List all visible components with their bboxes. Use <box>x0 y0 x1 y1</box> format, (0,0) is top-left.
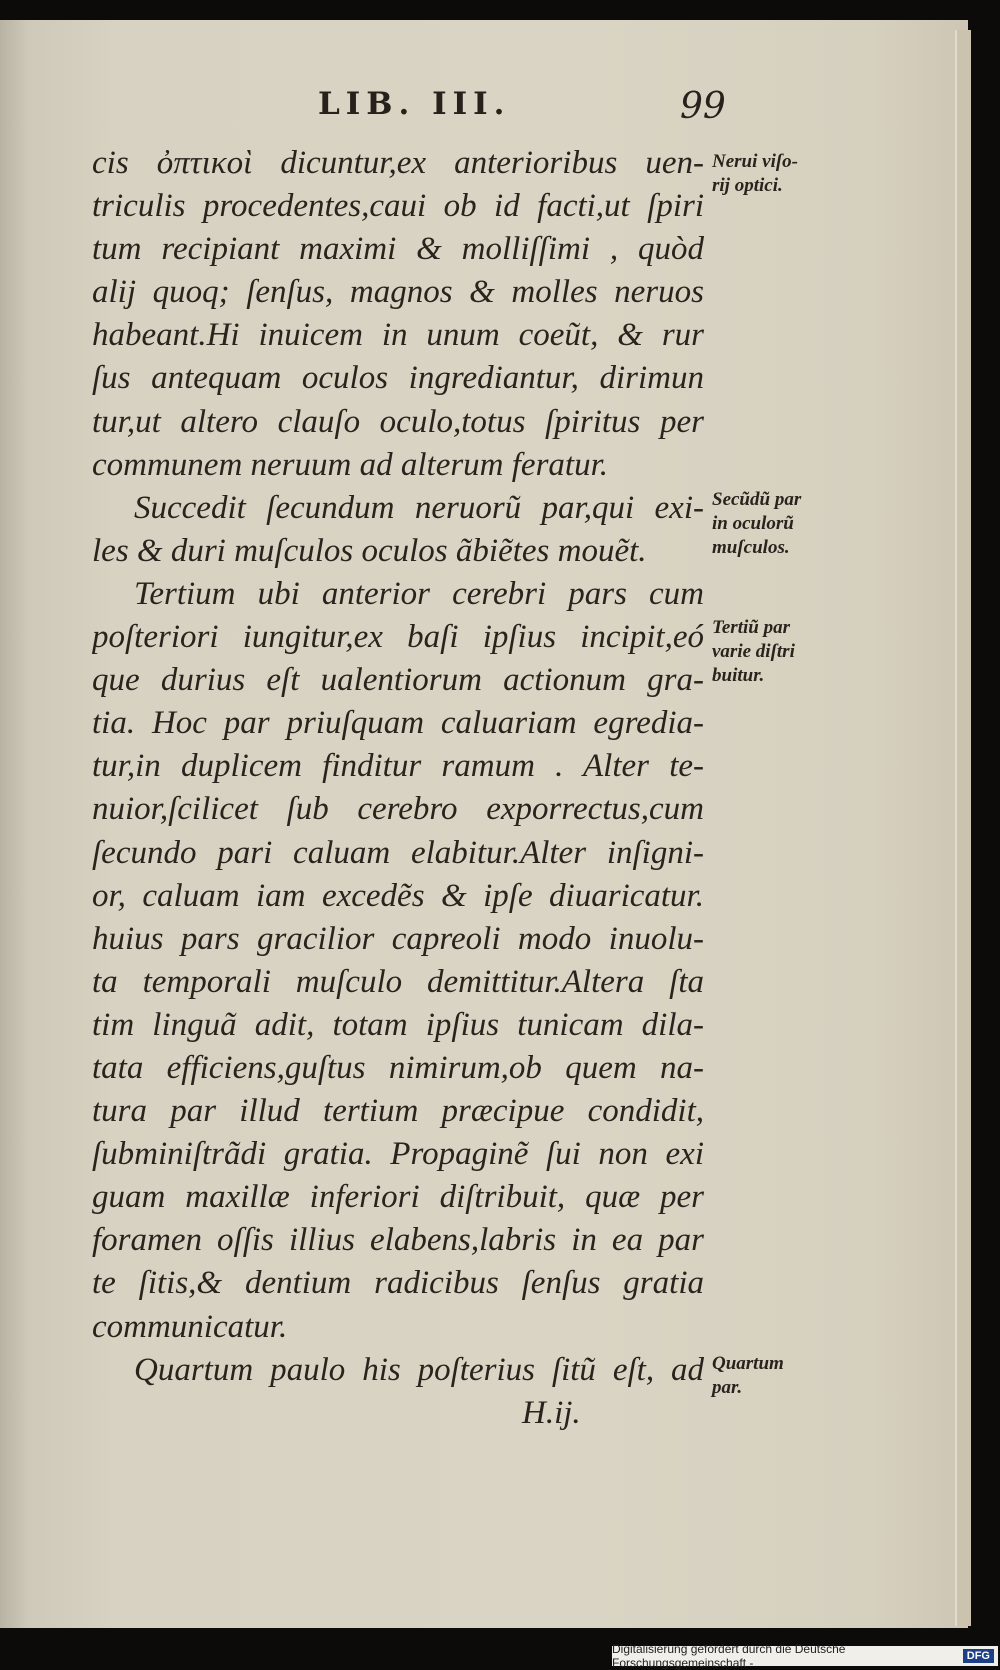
text-line: tia. Hoc par priuſquam caluariam egredia- <box>92 705 704 742</box>
text-line: guam maxillæ inferiori diſtribuit, quæ per <box>92 1179 704 1216</box>
text-line: tura par illud tertium præcipue condidit, <box>92 1093 704 1130</box>
gloss-line: in oculorũ <box>712 513 794 534</box>
running-head: LIB. III. <box>318 86 511 122</box>
text-line: Succedit ſecundum neruorũ par,qui exi- <box>134 489 704 526</box>
marginal-gloss <box>712 488 872 560</box>
gloss-line: muſculos. <box>712 537 790 558</box>
gloss-line: Tertiũ par <box>712 617 790 638</box>
text-line: ſecundo pari caluam elabitur.Alter inſigni- <box>92 834 704 871</box>
text-line: Tertium ubi anterior cerebri pars cum <box>134 575 704 612</box>
text-line: Quartum paulo his poſterius ſitũ eſt, ad <box>134 1351 704 1388</box>
gloss-line: Secũdũ par <box>712 489 802 510</box>
digitization-credit <box>612 1642 998 1670</box>
text-line: que durius eſt ualentiorum actionum gra- <box>92 662 704 699</box>
text-line: habeant.Hi inuicem in unum coeũt, & rur <box>92 317 704 354</box>
text-line: tur,ut altero clauſo oculo,totus ſpiritus per <box>92 403 704 440</box>
text-line: ta temporali muſculo demittitur.Altera ſta <box>92 963 704 1000</box>
gloss-line: varie diſtri <box>712 641 795 662</box>
credit-text: Digitalisierung gefördert durch die Deutsche Forschungsgemeinschaft - <box>612 1642 846 1670</box>
gloss-line: rij optici. <box>712 175 783 196</box>
text-line: communicatur. <box>92 1308 288 1345</box>
text-line: cis ὀπτικοὶ dicuntur,ex anterioribus uen- <box>92 145 704 181</box>
gloss-line: Nerui viſo- <box>712 151 799 172</box>
text-line: nuior,ſcilicet ſub cerebro exporrectus,cum <box>92 791 704 828</box>
text-line: or, caluam iam excedẽs & ipſe diuaricatur. <box>92 877 704 914</box>
page-header <box>0 82 1000 132</box>
text-line: foramen oſſis illius elabens,labris in ea par <box>92 1222 704 1259</box>
text-line: tur,in duplicem finditur ramum . Alter te- <box>92 748 704 785</box>
text-line: ſubminiſtrãdi gratia. Propaginẽ ſui non exi <box>92 1136 704 1173</box>
signature-mark: H.ij. <box>522 1394 581 1431</box>
text-line: huius pars gracilior capreoli modo inuolu- <box>92 920 704 957</box>
text-line: tim linguã adit, totam ipſius tunicam dila- <box>92 1006 704 1043</box>
page-edge <box>955 30 971 1626</box>
text-line: les & duri muſculos oculos ãbiẽtes mouẽt. <box>92 532 647 569</box>
text-line: alij quoq; ſenſus, magnos & molles neruos <box>92 274 704 311</box>
text-line: te ſitis,& dentium radicibus ſenſus gratia <box>92 1265 704 1302</box>
text-line: tata efficiens,guſtus nimirum,ob quem na- <box>92 1049 704 1086</box>
marginal-gloss <box>712 616 872 688</box>
main-text-block <box>92 142 704 1435</box>
text-line: ſus antequam oculos ingrediantur, dirimun <box>92 360 704 397</box>
text-line: communem neruum ad alterum feratur. <box>92 446 609 483</box>
dfg-logo: DFG <box>963 1649 994 1663</box>
marginal-gloss <box>712 150 872 198</box>
text-line: triculis procedentes,caui ob id facti,ut ſpiri <box>92 188 704 225</box>
gloss-line: Quartum <box>712 1353 784 1374</box>
marginal-gloss <box>712 1352 872 1400</box>
text-line: tum recipiant maximi & molliſſimi , quòd <box>92 231 704 268</box>
gloss-line: par. <box>712 1377 743 1398</box>
gloss-line: buitur. <box>712 665 765 686</box>
text-line: poſteriori iungitur,ex baſi ipſius incipit,eó <box>92 619 704 656</box>
page-number: 99 <box>680 86 726 127</box>
